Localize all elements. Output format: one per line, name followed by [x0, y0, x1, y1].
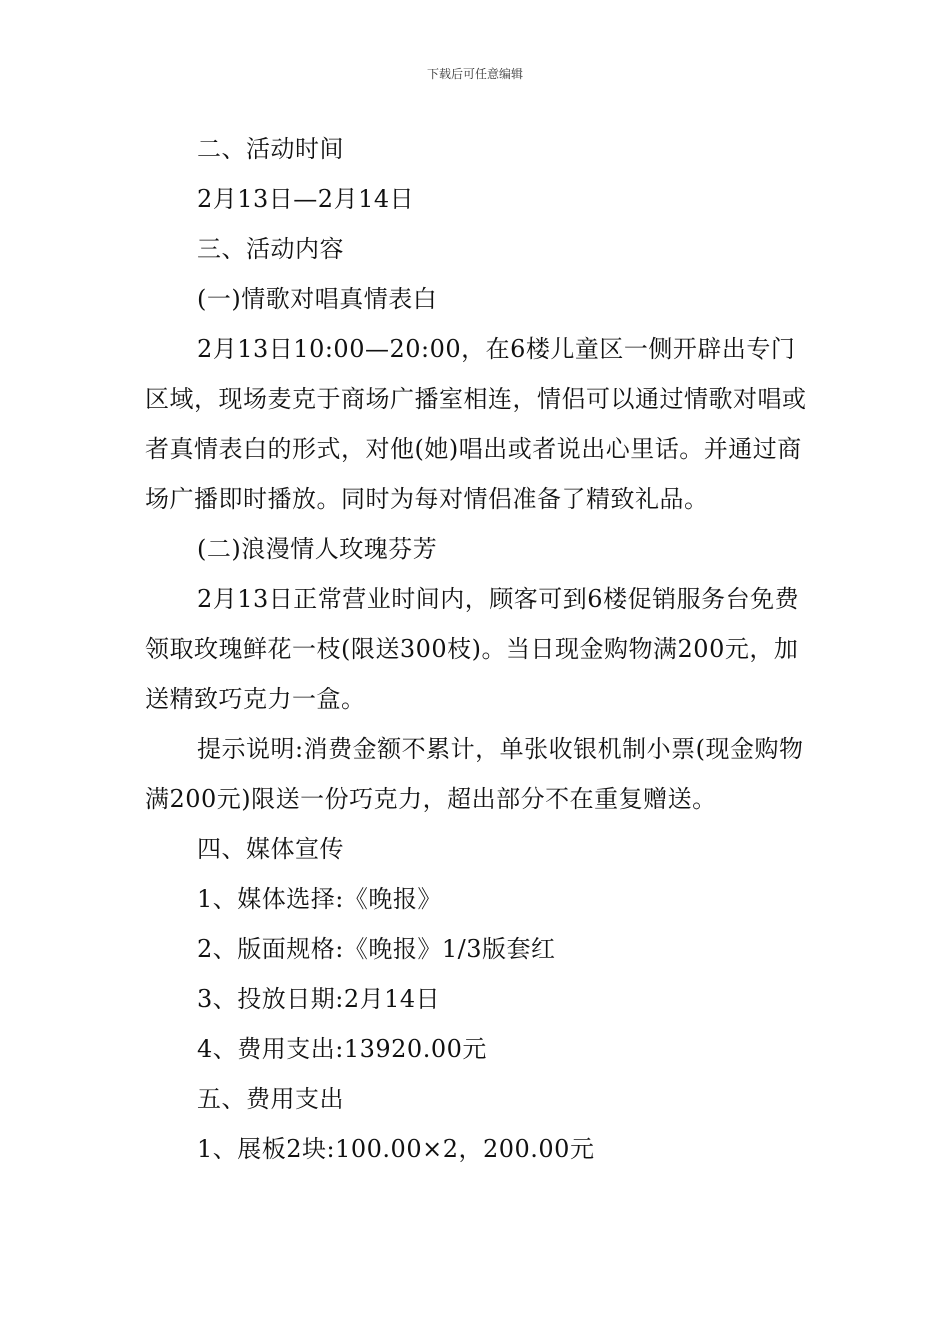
media-item-4: 4、费用支出:13920.00元 — [197, 1035, 487, 1063]
subheading-love-song: (一)情歌对唱真情表白 — [197, 285, 438, 313]
paragraph-roses-details: 2月13日正常营业时间内，顾客可到6楼促销服务台免费领取玫瑰鲜花一枝(限送300枝)。当日现金购物满200元，加送精致巧克力一盒。 — [145, 585, 800, 713]
paragraph-love-song-details: 2月13日10:00—20:00，在6楼儿童区一侧开辟出专门区域，现场麦克于商场广播室相连，情侣可以通过情歌对唱或者真情表白的形式，对他(她)唱出或者说出心里话。并通过商场广播即时播放。同时为每对情侣准备了精致礼品。 — [145, 335, 807, 513]
section-heading-activity-content: 三、活动内容 — [197, 235, 344, 263]
section-heading-activity-time: 二、活动时间 — [197, 135, 344, 163]
document-body — [145, 124, 813, 1174]
expense-item-1: 1、展板2块:100.00×2，200.00元 — [197, 1135, 595, 1163]
section-heading-expenses: 五、费用支出 — [197, 1085, 344, 1113]
media-item-3: 3、投放日期:2月14日 — [197, 985, 441, 1013]
section-heading-media: 四、媒体宣传 — [197, 835, 344, 863]
activity-dates: 2月13日—2月14日 — [197, 185, 415, 213]
media-item-1: 1、媒体选择:《晚报》 — [197, 885, 442, 913]
media-item-2: 2、版面规格:《晚报》1/3版套红 — [197, 935, 556, 963]
subheading-roses: (二)浪漫情人玫瑰芬芳 — [197, 535, 438, 563]
page-header: 下载后可任意编辑 — [426, 67, 523, 81]
paragraph-notice: 提示说明:消费金额不累计，单张收银机制小票(现金购物满200元)限送一份巧克力，超出部分不在重复赠送。 — [145, 735, 804, 813]
